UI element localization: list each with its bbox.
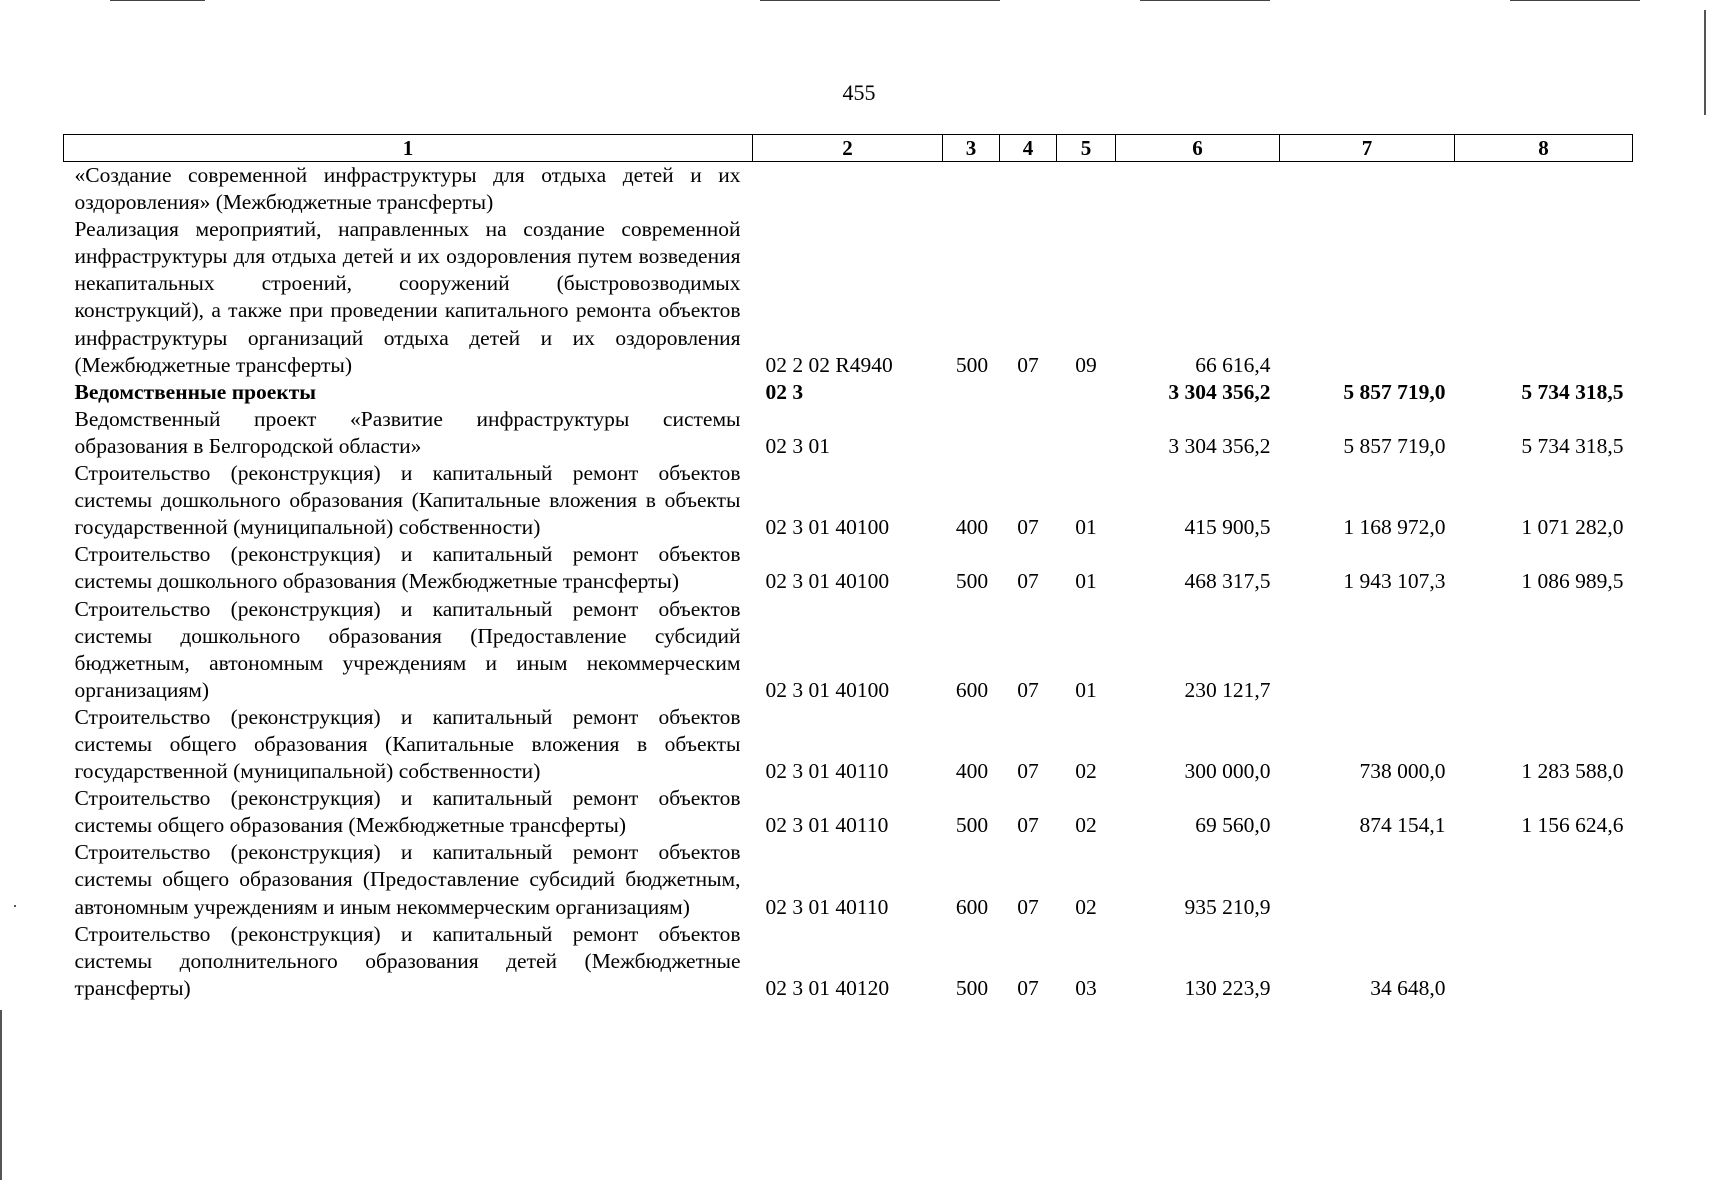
table-row (64, 406, 1633, 460)
table-row (64, 839, 1633, 920)
row-col-8 (1455, 596, 1633, 704)
row-col-3: 600 (955, 894, 989, 919)
header-col-1: 1 (64, 135, 753, 162)
row-col-7: 738 000,0 (1359, 759, 1446, 784)
row-code: 02 3 (765, 379, 804, 404)
row-col-7: 5 857 719,0 (1343, 433, 1446, 458)
row-col-6: 935 210,9 (1184, 894, 1271, 919)
scan-edge-line (110, 0, 205, 1)
row-col-5: 03 (1075, 975, 1097, 1000)
row-col-4: 07 (1017, 677, 1039, 702)
row-col-6: 3 304 356,2 (1168, 379, 1271, 404)
row-col-5: 01 (1075, 569, 1097, 594)
scan-edge-line (760, 0, 1000, 1)
header-col-8: 8 (1455, 135, 1633, 162)
table-body (64, 162, 1633, 1002)
row-code: 02 3 01 40100 (765, 569, 890, 594)
row-name: Строительство (реконструкция) и капитальный ремонт объектов системы дошкольного образования (Капитальные вложения в объекты государственной (муниципальной) собственности) (74, 461, 741, 540)
row-col-3: 400 (955, 759, 989, 784)
row-col-8: 1 283 588,0 (1521, 759, 1624, 784)
row-name: «Создание современной инфраструктуры для отдыха детей и их оздоровления» (Межбюджетные трансферты) (74, 163, 741, 215)
row-col-5 (1057, 406, 1116, 460)
row-col-3: 600 (955, 677, 989, 702)
row-col-7: 874 154,1 (1359, 813, 1446, 838)
row-col-6: 415 900,5 (1184, 515, 1271, 540)
row-code: 02 3 01 40110 (765, 759, 889, 784)
row-col-6 (1116, 162, 1280, 217)
row-code: 02 3 01 40100 (765, 515, 890, 540)
header-col-7: 7 (1280, 135, 1455, 162)
row-code: 02 3 01 40110 (765, 813, 889, 838)
row-col-8 (1455, 162, 1633, 217)
table-row (64, 216, 1633, 379)
row-col-3 (943, 379, 1000, 406)
header-row (64, 135, 1633, 162)
row-col-6: 300 000,0 (1184, 759, 1271, 784)
table-row (64, 785, 1633, 839)
scan-edge-line (1510, 0, 1640, 1)
header-col-2: 2 (753, 135, 943, 162)
row-col-7: 34 648,0 (1370, 975, 1446, 1000)
header-col-6: 6 (1116, 135, 1280, 162)
row-col-4: 07 (1017, 569, 1039, 594)
row-code: 02 3 01 (765, 433, 830, 458)
table-row (64, 921, 1633, 1002)
row-col-4 (1000, 379, 1057, 406)
header-col-4: 4 (1000, 135, 1057, 162)
row-col-6: 66 616,4 (1195, 352, 1271, 377)
table-row (64, 379, 1633, 406)
scan-edge-line (1140, 0, 1270, 1)
row-col-4: 07 (1017, 515, 1039, 540)
row-col-6: 468 317,5 (1184, 569, 1271, 594)
row-col-6: 3 304 356,2 (1168, 433, 1271, 458)
row-col-8 (1455, 839, 1633, 920)
row-col-6: 230 121,7 (1184, 677, 1271, 702)
row-col-3 (943, 162, 1000, 217)
row-col-7 (1280, 216, 1455, 379)
row-code (753, 162, 943, 217)
row-col-7 (1280, 162, 1455, 217)
row-name: Строительство (реконструкция) и капитальный ремонт объектов системы общего образования (Предоставление субсидий бюджетным, автономным учреждениям и иным некоммерческим организациям) (74, 840, 741, 919)
row-col-7 (1280, 596, 1455, 704)
row-col-4 (1000, 406, 1057, 460)
row-col-3 (943, 406, 1000, 460)
row-col-4 (1000, 162, 1057, 217)
row-name: Строительство (реконструкция) и капитальный ремонт объектов системы общего образования (Межбюджетные трансферты) (74, 786, 741, 838)
row-col-7: 1 168 972,0 (1343, 515, 1446, 540)
row-col-8: 5 734 318,5 (1521, 379, 1624, 404)
row-col-7: 1 943 107,3 (1343, 569, 1446, 594)
row-col-3: 500 (955, 813, 989, 838)
row-col-8 (1455, 216, 1633, 379)
row-col-3: 500 (955, 569, 989, 594)
row-col-4: 07 (1017, 759, 1039, 784)
row-name: Строительство (реконструкция) и капитальный ремонт объектов системы общего образования (Капитальные вложения в объекты государственной (муниципальной) собственности) (74, 704, 741, 784)
row-col-8 (1455, 921, 1633, 1002)
row-col-3: 500 (955, 352, 989, 377)
row-name: Строительство (реконструкция) и капитальный ремонт объектов системы дополнительного образования детей (Межбюджетные трансферты) (74, 921, 741, 1000)
row-col-7 (1280, 839, 1455, 920)
table-header (64, 135, 1633, 162)
row-col-8: 5 734 318,5 (1521, 433, 1624, 458)
row-col-3: 500 (955, 975, 989, 1000)
row-col-8: 1 071 282,0 (1521, 515, 1624, 540)
row-code: 02 3 01 40120 (765, 975, 890, 1000)
row-col-6: 130 223,9 (1184, 975, 1271, 1000)
row-col-8: 1 086 989,5 (1521, 569, 1624, 594)
page-number: 455 (842, 80, 876, 105)
row-col-5 (1057, 162, 1116, 217)
table-row (64, 162, 1633, 217)
row-name: Строительство (реконструкция) и капитальный ремонт объектов системы дошкольного образования (Предоставление субсидий бюджетным, автономным учреждениям и иным некоммерческим организациям) (74, 596, 741, 702)
row-code: 02 3 01 40100 (765, 677, 890, 702)
row-col-5: 09 (1075, 352, 1097, 377)
row-col-5: 02 (1075, 759, 1097, 784)
table-row (64, 541, 1633, 595)
table-row (64, 704, 1633, 785)
row-col-4: 07 (1017, 894, 1039, 919)
row-col-4: 07 (1017, 975, 1039, 1000)
header-col-3: 3 (943, 135, 1000, 162)
row-col-5 (1057, 379, 1116, 406)
row-name: Реализация мероприятий, направленных на создание современной инфраструктуры для отдыха детей и их оздоровления путем возведения некапитальных строений, сооружений (быстровозводимых конструкций), а также при проведении капитального ремонта объектов инфраструктуры организаций отдыха детей и их оздоровления (Межбюджетные трансферты) (74, 217, 741, 377)
row-col-5: 02 (1075, 894, 1097, 919)
row-col-5: 01 (1075, 677, 1097, 702)
row-col-5: 01 (1075, 515, 1097, 540)
row-name: Ведомственный проект «Развитие инфраструктуры системы образования в Белгородской области» (74, 406, 741, 458)
row-col-5: 02 (1075, 813, 1097, 838)
scan-edge-mark (0, 1010, 2, 1180)
row-col-4: 07 (1017, 813, 1039, 838)
row-col-7: 5 857 719,0 (1343, 379, 1446, 404)
row-code: 02 2 02 R4940 (765, 352, 893, 377)
scan-edge-mark (14, 905, 16, 907)
header-col-5: 5 (1057, 135, 1116, 162)
row-code: 02 3 01 40110 (765, 894, 889, 919)
row-name: Строительство (реконструкция) и капитальный ремонт объектов системы дошкольного образования (Межбюджетные трансферты) (74, 542, 741, 594)
row-col-8: 1 156 624,6 (1521, 813, 1624, 838)
row-col-4: 07 (1017, 352, 1039, 377)
table-row (64, 596, 1633, 704)
row-col-6: 69 560,0 (1195, 813, 1271, 838)
row-name: Ведомственные проекты (74, 379, 317, 404)
budget-table (63, 134, 1633, 1002)
row-col-3: 400 (955, 515, 989, 540)
table-row (64, 460, 1633, 541)
